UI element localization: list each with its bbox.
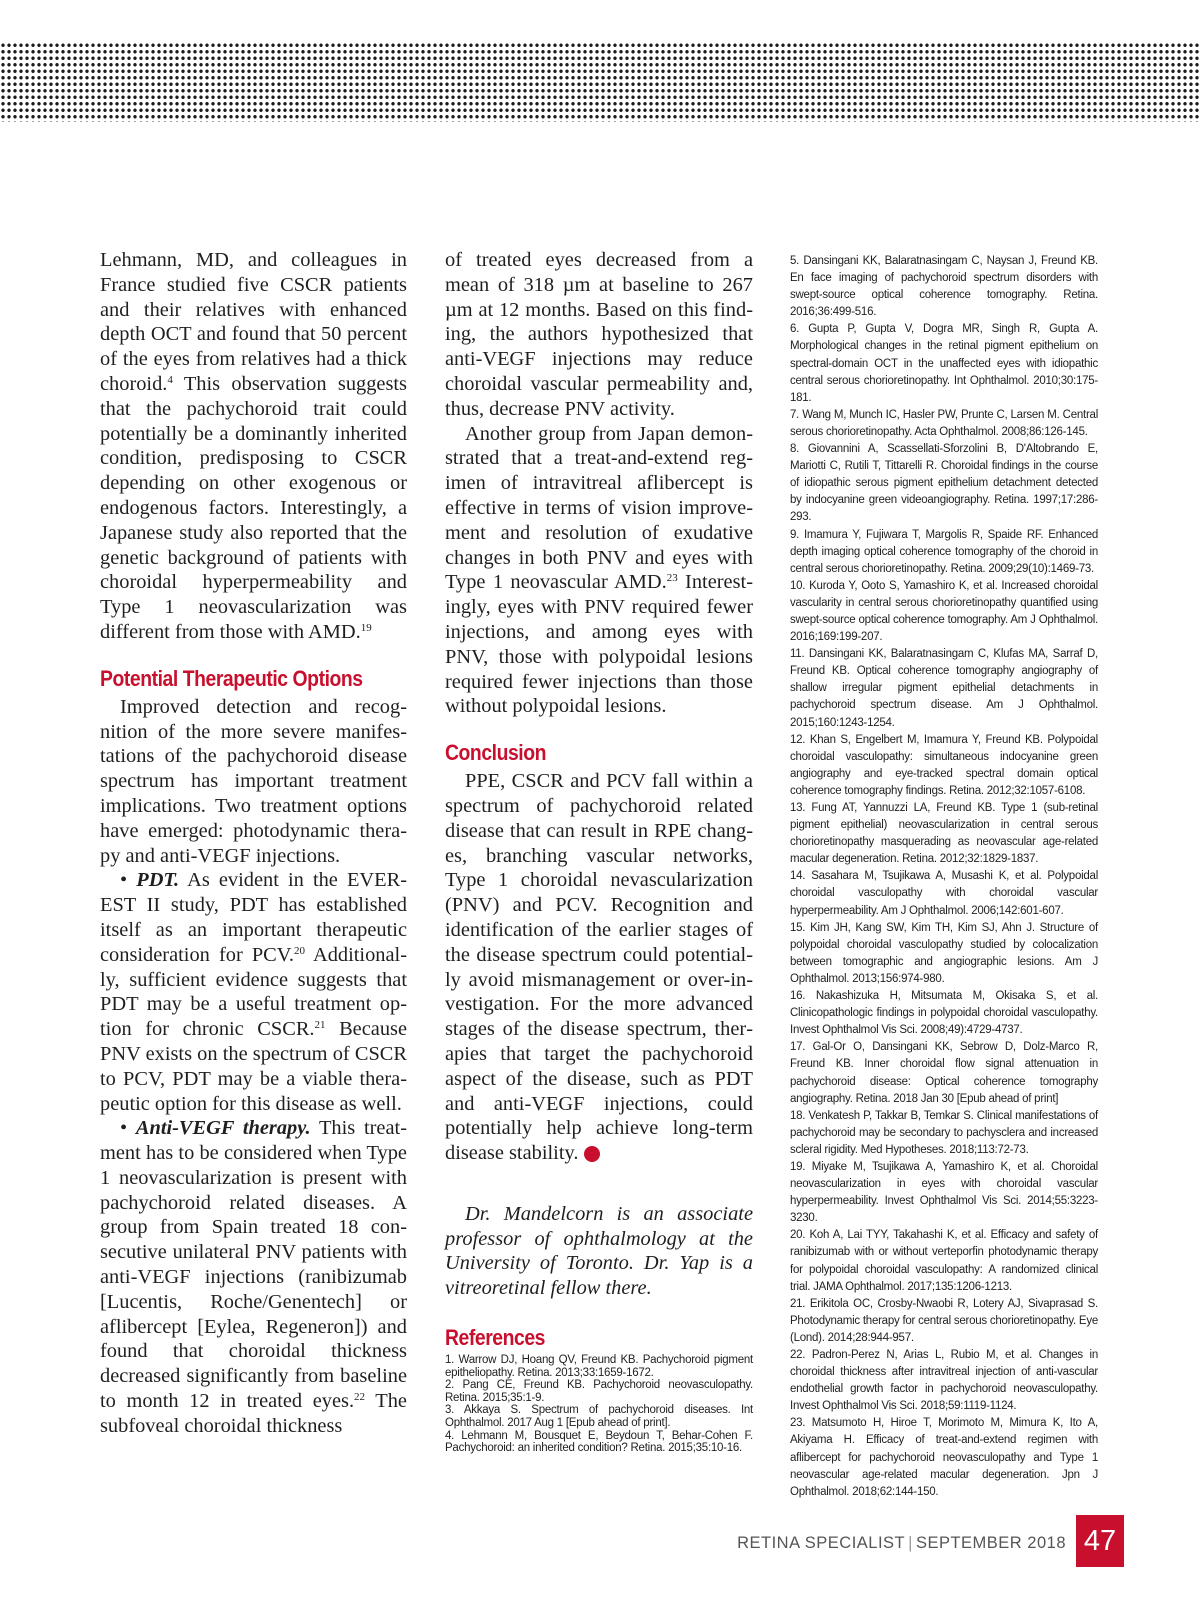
section-heading: Potential Therapeutic Options <box>100 665 363 691</box>
paragraph: • PDT. As evident in the EVEREST II study, PDT has established itself as an important therapeutic consideration for PCV.$^{20}$ Additionally, sufficient evidence suggests that PDT may be a useful treatment option for chronic CSCR.$^{21}$ Because PNV exists on the spectrum of CSCR to PCV, PDT may be a viable therapeutic option for this disease as well. <box>100 869 408 1115</box>
reference-item: 12. Khan S, Engelbert M, Imamura Y, Freund KB. Polypoidal choroidal vasculopathy: simultaneous indocyanine green angiography and eye-tracked spectral domain optical coherence tomography findings. Retina. 2012;32:1057-6108. <box>790 733 1098 797</box>
reference-item: 13. Fung AT, Yannuzzi LA, Freund KB. Type 1 (sub-retinal pigment epithelial) neovascularization in central serous chorioretinopathy masquerading as neovascular age-related macular degeneration. Retina. 2012;32:1829-1837. <box>790 802 1098 866</box>
reference-item: 7. Wang M, Munch IC, Hasler PW, Prunte C, Larsen M. Central serous chorioretinopathy. Acta Ophthalmol. 2008;86:126-145. <box>790 408 1098 438</box>
reference-item: 1. Warrow DJ, Hoang QV, Freund KB. Pachychoroid pigment epitheliopathy. Retina. 2013;33:1659-1672. <box>445 1354 753 1379</box>
paragraph: of treated eyes decreased from a mean of 318 µm at baseline to 267 µm at 12 months. Based on this finding, the authors hypothesized that anti-VEGF injections may reduce choroidal vascular permeability and, thus, decrease PNV activity. <box>445 249 753 420</box>
reference-item: 4. Lehmann M, Bousquet E, Beydoun T, Behar-Cohen F. Pachychoroid: an inherited condition? Retina. 2015;35:10-16. <box>445 1429 753 1455</box>
reference-item: 23. Matsumoto H, Hiroe T, Morimoto M, Mimura K, Ito A, Akiyama H. Efficacy of treat-and-extend regimen with aflibercept for pachychoroid neovasculopathy and Type 1 neovascular age-related macular degeneration. Jpn J Ophthalmol. 2018;62:144-150. <box>790 1417 1098 1498</box>
paragraph: Lehmann, MD, and colleagues in France studied five CSCR patients and their relatives with enhanced depth OCT and found that 50 percent of the eyes from relatives had a thick choroid.$^4$ This observation suggests that the pachychoroid trait could potentially be a dominantly inherited condition, predisposing to CSCR depending on other exogenous or endogenous factors. Interestingly, a Japanese study also reported that the genetic background of patients with choroidal hyperpermeability and Type 1 neovascularization was different from those with AMD.$^{19}$ <box>100 249 407 643</box>
paragraph: Another group from Japan demonstrated that a treat-and-extend regimen of intravitreal aflibercept is effective in terms of vision improvement and resolution of exudative changes in both PNV and eyes with Type 1 neovascular AMD.$^{23}$ Interestingly, eyes with PNV required fewer injections, and among eyes with PNV, those with polypoidal lesions required fewer injections than those without polypoidal lesions. <box>445 422 753 718</box>
reference-item: 20. Koh A, Lai TYY, Takahashi K, et al. Efficacy and safety of ranibizumab with or without verteporfin photodynamic therapy for polypoidal choroidal vasculopathy: A randomized clinical trial. JAMA Ophthalmol. 2017;135:1206-1213. <box>790 1229 1098 1293</box>
reference-item: 3. Akkaya S. Spectrum of pachychoroid diseases. Int Ophthalmol. 2017 Aug 1 [Epub ahead of print]. <box>445 1404 753 1430</box>
reference-item: 15. Kim JH, Kang SW, Kim TH, Kim SJ, Ahn J. Structure of polypoidal choroidal vasculopathy studied by colocalization between tomographic and angiographic lesions. Am J Ophthalmol. 2013;156:974-980. <box>790 921 1098 985</box>
reference-item: 17. Gal-Or O, Dansingani KK, Sebrow D, Dolz-Marco R, Freund KB. Inner choroidal flow signal attenuation in pachychoroid disease: Optical coherence tomography angiography. Retina. 2018 Jan 30 [Epub ahead of print] <box>790 1041 1098 1105</box>
paragraph: • Anti-VEGF therapy. This treatment has to be considered when Type 1 neovascularization is present with pachychoroid related diseases. A group from Spain treated 18 consecutive unilateral PNV patients with anti-VEGF injections (ranibizumab [Lucentis, Roche/Genentech] or aflibercept [Eylea, Regeneron]) and found that choroidal thickness decreased significantly from baseline to month 12 in treated eyes.$^{22}$ The subfoveal choroidal thickness <box>100 1117 407 1437</box>
reference-list <box>445 1354 753 1455</box>
reference-item: 16. Nakashizuka H, Mitsumata M, Okisaka S, et al. Clinicopathologic findings in polypoidal choroidal vasculopathy. Invest Ophthalmol Vis Sci. 2008;49):4729-4737. <box>790 990 1098 1037</box>
footer-separator: | <box>908 1534 913 1552</box>
reference-list-column <box>790 253 1098 1501</box>
publication-name: RETINA SPECIALIST <box>737 1534 906 1552</box>
text-column-1 <box>100 248 407 1439</box>
paragraph: Improved detection and recognition of the more severe manifestations of the pachychoroid disease spectrum has important treatment implications. Two treatment options have emerged: photodynamic therapy and anti-VEGF injections. <box>100 695 407 867</box>
reference-item: 11. Dansingani KK, Balaratnasingam C, Klufas MA, Sarraf D, Freund KB. Optical coherence tomography angiography of shallow irregular pigment epithelial detachments in pachychoroid spectrum disease. Am J Ophthalmol. 2015;160:1243-1254. <box>790 648 1098 729</box>
reference-item: 2. Pang CE, Freund KB. Pachychoroid neovasculopathy. Retina. 2015;35:1-9. <box>445 1379 753 1404</box>
reference-item: 6. Gupta P, Gupta V, Dogra MR, Singh R, Gupta A. Morphological changes in the retinal pigment epithelium on spectral-domain OCT in the unaffected eyes with idiopathic central serous chorioretinopathy. Int Ophthalmol. 2010;30:175-181. <box>790 323 1098 404</box>
section-heading: Conclusion <box>445 740 547 766</box>
reference-item: 18. Venkatesh P, Takkar B, Temkar S. Clinical manifestations of pachychoroid may be secondary to pachysclera and increased scleral rigidity. Med Hypotheses. 2018;113:72-73. <box>790 1109 1098 1156</box>
running-footer <box>690 1534 1066 1553</box>
references-heading: References <box>445 1325 546 1351</box>
reference-item: 21. Erikitola OC, Crosby-Nwaobi R, Lotery AJ, Sivaprasad S. Photodynamic therapy for central serous chorioretinopathy. Eye (Lond). 2014;28:944-957. <box>790 1297 1098 1344</box>
dot-pattern-banner <box>0 42 1200 122</box>
paragraph: PPE, CSCR and PCV fall within a spectrum of pachychoroid related disease that can result in RPE changes, branching vascular networks, Type 1 choroidal nevascularization (PNV) and PCV. Recognition and identification of the earlier stages of the disease spectrum could potentially avoid mismanagement or over-investigation. For the more advanced stages of the disease spectrum, therapies that target the pachychoroid aspect of the disease, such as PDT and anti-VEGF injections, could potentially help achieve long-term disease stability. RS <box>445 770 753 1165</box>
reference-item: 10. Kuroda Y, Ooto S, Yamashiro K, et al. Increased choroidal vascularity in central serous chorioretinopathy quantified using swept-source optical coherence tomography. Am J Ophthalmol. 2016;169:199-207. <box>790 579 1098 644</box>
page-number: 47 <box>1076 1515 1124 1567</box>
reference-item: 22. Padron-Perez N, Arias L, Rubio M, et al. Changes in choroidal thickness after intravitreal injection of anti-vascular endothelial growth factor in pachychoroid neovasculopathy. Invest Ophthalmol Vis Sci. 2018;59:1119-1124. <box>790 1349 1098 1413</box>
reference-item: 19. Miyake M, Tsujikawa A, Yamashiro K, et al. Choroidal neovascularization in eyes with choroidal vascular hyperpermeability. Invest Ophthalmol Vis Sci. 2014;55:3223-3230. <box>790 1160 1098 1225</box>
issue-date: SEPTEMBER 2018 <box>915 1534 1066 1552</box>
text-column-2 <box>445 248 753 1455</box>
reference-item: 5. Dansingani KK, Balaratnasingam C, Naysan J, Freund KB. En face imaging of pachychoroid spectrum disorders with swept-source optical coherence tomography. Retina. 2016;36:499-516. <box>790 255 1098 319</box>
reference-item: 9. Imamura Y, Fujiwara T, Margolis R, Spaide RF. Enhanced depth imaging optical coherence tomography of the choroid in central serous chorioretinopathy. Retina. 2009;29(10):1469-73. <box>790 528 1098 575</box>
reference-item: 14. Sasahara M, Tsujikawa A, Musashi K, et al. Polypoidal choroidal vasculopathy with choroidal vascular hyperpermeability. Am J Ophthalmol. 2006;142:601-607. <box>790 870 1098 917</box>
end-of-article-logo: RS <box>584 1146 600 1162</box>
reference-item: 8. Giovannini A, Scassellati-Sforzolini B, D'Altobrando E, Mariotti C, Rutili T, Tittarelli R. Choroidal findings in the course of idiopathic serous pigment epithelium detachment detected by indocyanine green videoangiography. Retina. 1997;17:286-293. <box>790 443 1098 524</box>
author-bio: Dr. Mandelcorn is an associate professor of ophthalmology at the University of Toronto. Dr. Yap is a vitreoretinal fellow there. <box>445 1202 753 1300</box>
